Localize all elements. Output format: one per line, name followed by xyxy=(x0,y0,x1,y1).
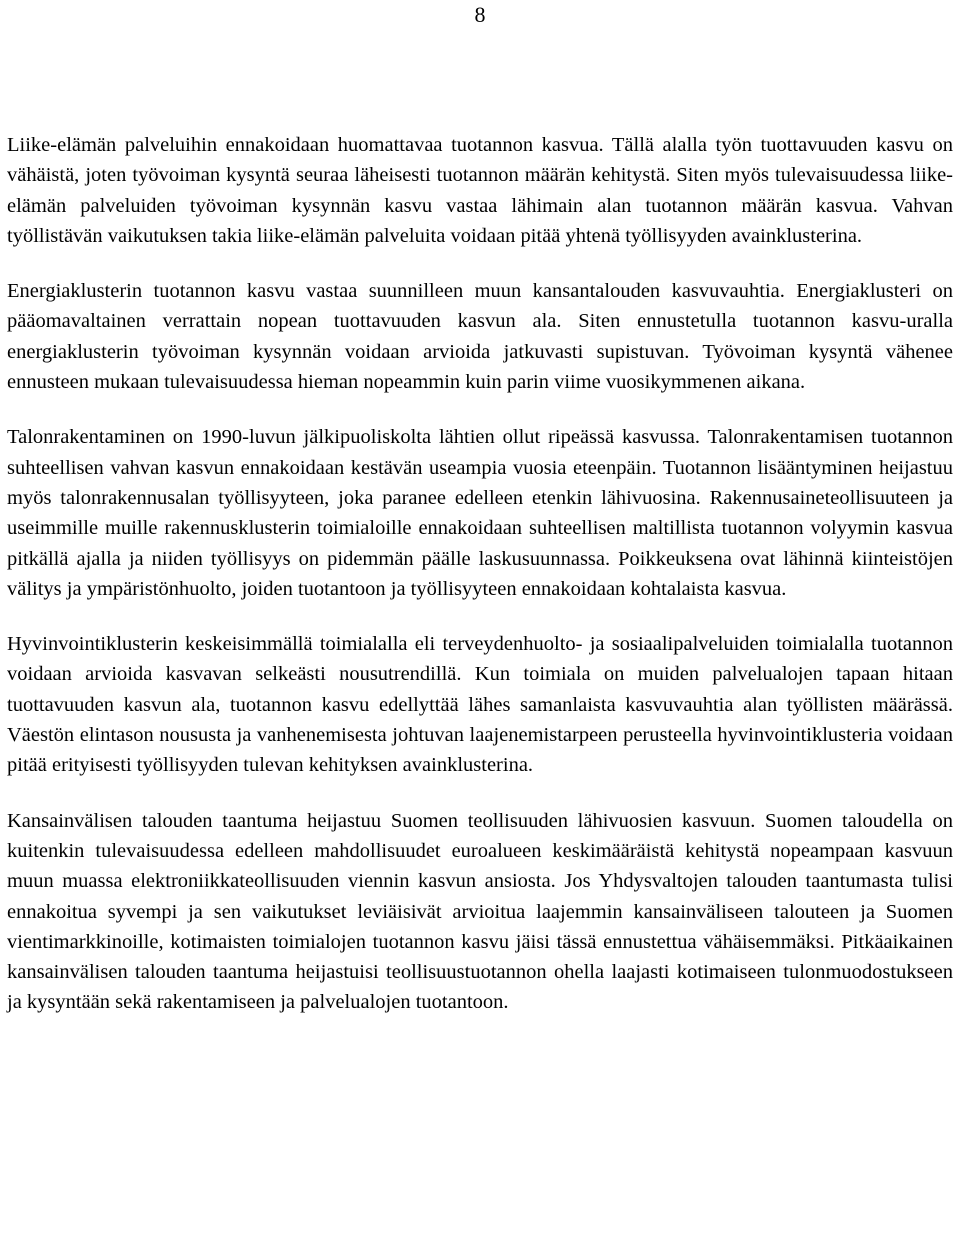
page-number: 8 xyxy=(474,2,486,27)
paragraph-international-economy: Kansainvälisen talouden taantuma heijastuu Suomen teollisuuden lähivuosien kasvuun. Suomen taloudella on kuitenkin tulevaisuudessa edelleen mahdollisuudet euroalueen keskimääräistä kehitystä nopeampaan kasvuun muun muassa elektroniikkateollisuuden viennin kasvun ansiosta. Jos Yhdysvaltojen talouden taantumasta tulisi ennakoitua syvempi ja sen vaikutukset leviäisivät arvioitua laajemmin kansainväliseen talouteen ja Suomen vientimarkkinoille, kotimaisten toimialojen tuotannon kasvu jäisi tässä ennustettua vähäisemmäksi. Pitkäaikainen kansainvälisen talouden taantuma heijastuisi teollisuustuotannon ohella laajasti kotimaiseen tulonmuodostukseen ja kysyntään sekä rakentamiseen ja palvelualojen tuotantoon. xyxy=(7,809,953,1014)
document-body xyxy=(7,130,953,1043)
paragraph-business-services: Liike-elämän palveluihin ennakoidaan huomattavaa tuotannon kasvua. Tällä alalla työn tuottavuuden kasvu on vähäistä, joten työvoiman kysyntä seuraa läheisesti tuotannon määrän kehitystä. Siten myös tulevaisuudessa liike-elämän palveluiden työvoiman kysynnän kasvu vastaa lähimain alan tuotannon määrän kasvua. Vahvan työllistävän vaikutuksen takia liike-elämän palveluita voidaan pitää yhtenä työllisyyden avainklusterina. xyxy=(7,134,953,247)
paragraph-construction: Talonrakentaminen on 1990-luvun jälkipuoliskolta lähtien ollut ripeässä kasvussa. Talonrakentamisen tuotannon suhteellisen vahvan kasvun ennakoidaan kestävän useampia vuosia eteenpäin. Tuotannon lisääntyminen heijastuu myös talonrakennusalan työllisyyteen, joka paranee edelleen etenkin lähivuosina. Rakennusaineteollisuuteen ja useimmille muille rakennusklusterin toimialoille ennakoidaan suhteellisen maltillista tuotannon volyymin kasvua pitkällä ajalla ja niiden työllisyys on pidemmän päälle laskusuunnassa. Poikkeuksena ovat lähinnä kiinteistöjen välitys ja ympäristönhuolto, joiden tuotantoon ja työllisyyteen ennakoidaan kohtalaista kasvua. xyxy=(7,426,953,600)
paragraph-energy-cluster: Energiaklusterin tuotannon kasvu vastaa suunnilleen muun kansantalouden kasvuvauhtia. Energiaklusteri on pääomavaltainen verrattain nopean tuottavuuden kasvun ala. Siten ennustetulla tuotannon kasvu-uralla energiaklusterin työvoiman kysynnän voidaan arvioida jatkuvasti supistuvan. Työvoiman kysyntä vähenee ennusteen mukaan tulevaisuudessa hieman nopeammin kuin parin viime vuosikymmenen aikana. xyxy=(7,280,953,394)
paragraph-welfare-cluster: Hyvinvointiklusterin keskeisimmällä toimialalla eli terveydenhuolto- ja sosiaalipalveluiden toimialalla tuotannon voidaan arvioida kasvavan selkeästi nousutrendillä. Kun toimiala on muiden palvelualojen tapaan hitaan tuottavuuden kasvun ala, tuotannon kasvu edellyttää lähes samanlaista kasvuvauhtia alan työllisten määrässä. Väestön elintason noususta ja vanhenemisesta johtuvan laajenemistarpeen perusteella hyvinvointiklusteria voidaan pitää erityisesti työllisyyden tulevan kehityksen avainklusterina. xyxy=(7,633,953,777)
